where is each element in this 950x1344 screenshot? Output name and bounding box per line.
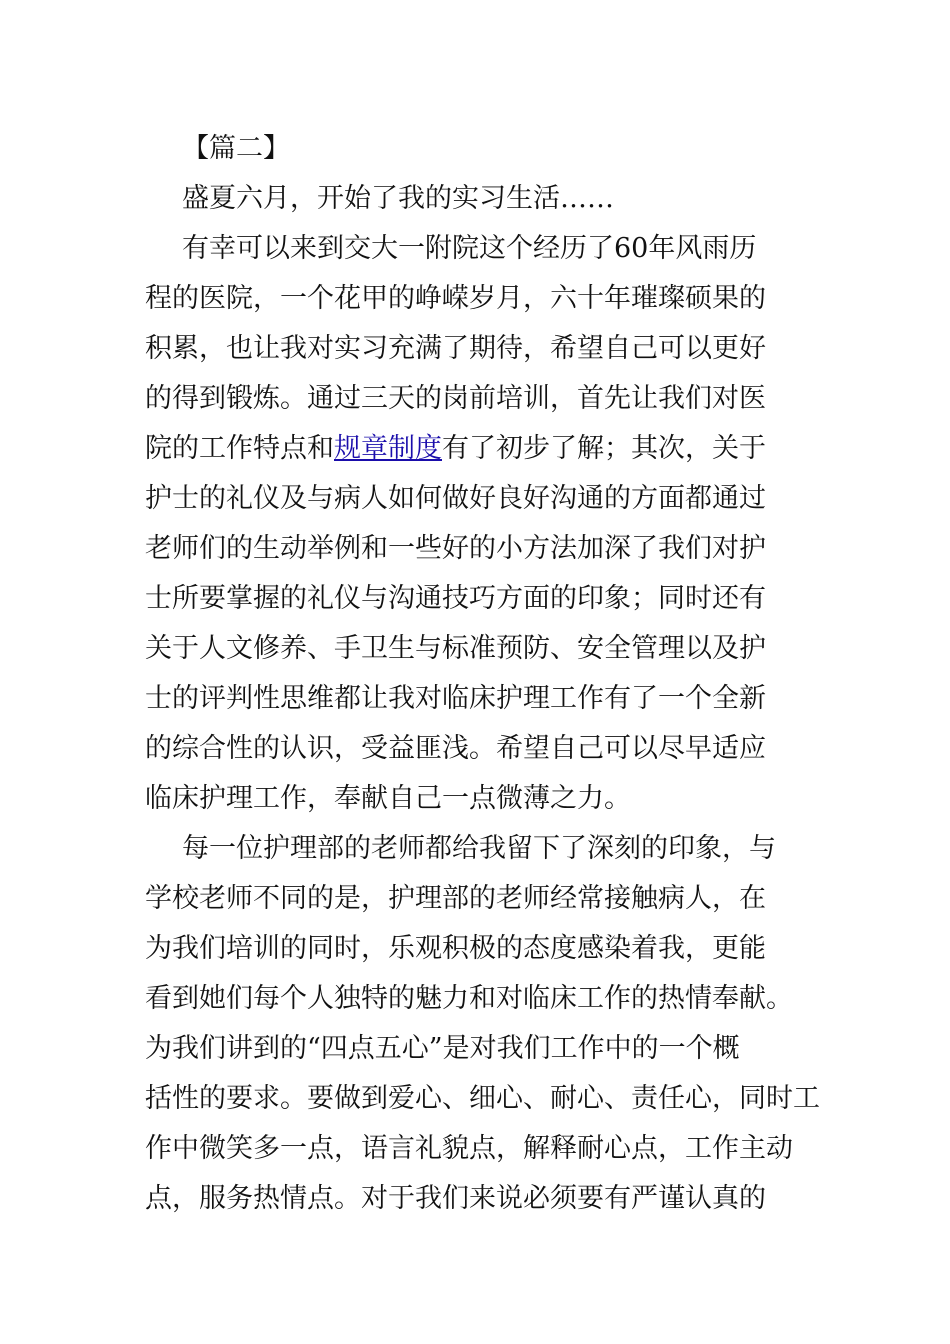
paragraph1-line: 关于人文修养、手卫生与标准预防、安全管理以及护 xyxy=(145,633,766,664)
paragraph1-line: 的得到锻炼。通过三天的岗前培训，首先让我们对医 xyxy=(145,383,766,414)
paragraph1-line: 士的评判性思维都让我对临床护理工作有了一个全新 xyxy=(145,683,766,714)
paragraph2-line: 作中微笑多一点，语言礼貌点，解释耐心点，工作主动 xyxy=(145,1133,793,1164)
opening-line: 盛夏六月，开始了我的实习生活…… xyxy=(182,183,614,214)
section-heading: 【篇二】 xyxy=(182,133,290,164)
paragraph2-line: 每一位护理部的老师都给我留下了深刻的印象，与 xyxy=(182,833,776,864)
regulations-link[interactable]: 规章制度 xyxy=(334,433,442,464)
paragraph1-text: 有了初步了解；其次，关于 xyxy=(442,433,766,464)
paragraph1-line: 程的医院，一个花甲的峥嵘岁月，六十年璀璨硕果的 xyxy=(145,283,766,314)
paragraph1-line-with-link xyxy=(145,424,810,474)
paragraph2-line: 看到她们每个人独特的魅力和对临床工作的热情奉献。 xyxy=(145,983,793,1014)
paragraph1-text: 院的工作特点和 xyxy=(145,433,334,464)
paragraph2-line: 点，服务热情点。对于我们来说必须要有严谨认真的 xyxy=(145,1183,766,1214)
paragraph2-line: 括性的要求。要做到爱心、细心、耐心、责任心，同时工 xyxy=(145,1083,820,1114)
paragraph1-line: 积累，也让我对实习充满了期待，希望自己可以更好 xyxy=(145,333,766,364)
paragraph2-line: 为我们培训的同时，乐观积极的态度感染着我，更能 xyxy=(145,933,766,964)
paragraph1-line: 士所要掌握的礼仪与沟通技巧方面的印象；同时还有 xyxy=(145,583,766,614)
paragraph1-line: 有幸可以来到交大一附院这个经历了60年风雨历 xyxy=(182,233,757,264)
paragraph1-line: 护士的礼仪及与病人如何做好良好沟通的方面都通过 xyxy=(145,483,766,514)
paragraph2-line: 学校老师不同的是，护理部的老师经常接触病人，在 xyxy=(145,883,766,914)
paragraph1-line: 临床护理工作，奉献自己一点微薄之力。 xyxy=(145,783,631,814)
paragraph1-line: 老师们的生动举例和一些好的小方法加深了我们对护 xyxy=(145,533,766,564)
paragraph1-line: 的综合性的认识，受益匪浅。希望自己可以尽早适应 xyxy=(145,733,766,764)
paragraph2-line: 为我们讲到的“四点五心”是对我们工作中的一个概 xyxy=(145,1033,740,1064)
document-body xyxy=(145,124,820,1224)
